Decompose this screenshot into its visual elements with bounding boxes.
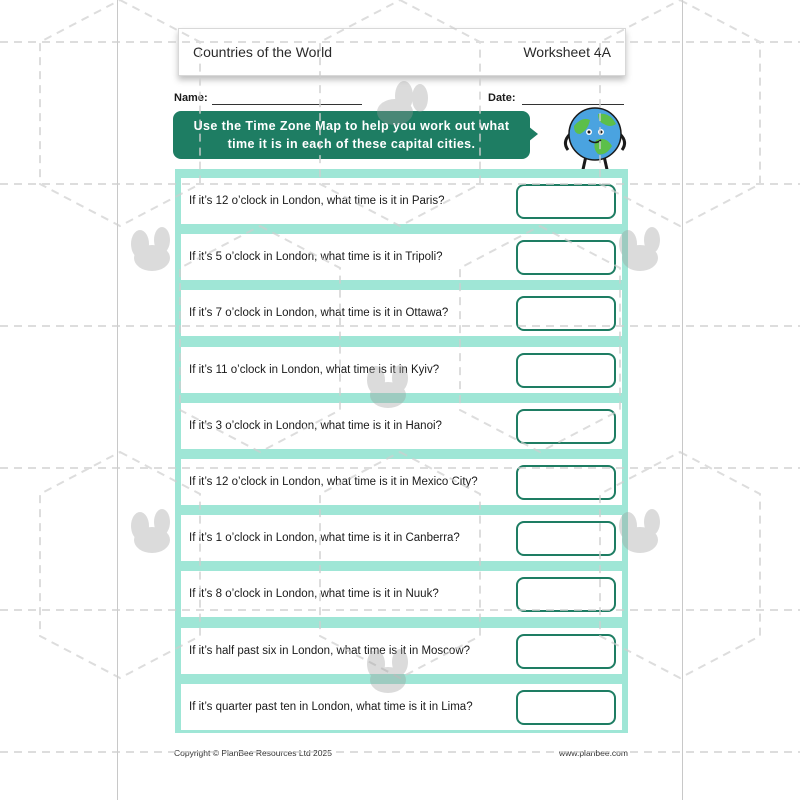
question-row [181,515,622,561]
copyright-text: Copyright © PlanBee Resources Ltd 2025 [174,748,332,758]
answer-box[interactable] [516,465,616,500]
answer-box[interactable] [516,690,616,725]
answer-box[interactable] [516,240,616,275]
answer-box[interactable] [516,409,616,444]
question-row [181,628,622,674]
answer-box[interactable] [516,634,616,669]
question-row [181,178,622,224]
question-text: If it’s 7 o’clock in London, what time is it in Ottawa? [189,307,449,320]
name-field[interactable] [212,104,362,105]
name-label: Name: [174,92,208,104]
question-row [181,403,622,449]
instruction-banner [173,111,530,159]
answer-box[interactable] [516,296,616,331]
question-row [181,571,622,617]
instruction-text: Use the Time Zone Map to help you work out what time it is in each of these capital cities. [193,119,510,151]
question-text: If it’s quarter past ten in London, what time is it in Lima? [189,700,473,713]
question-text: If it’s 1 o’clock in London, what time is it in Canberra? [189,532,460,545]
website-link[interactable]: www.planbee.com [559,748,628,758]
answer-box[interactable] [516,577,616,612]
worksheet-number: Worksheet 4A [523,44,611,60]
question-text: If it’s 11 o’clock in London, what time is it in Kyiv? [189,363,440,376]
question-text: If it’s 12 o’clock in London, what time is it in Mexico City? [189,475,478,488]
question-row [181,347,622,393]
question-row [181,234,622,280]
speech-bubble-tail [528,126,538,142]
question-text: If it’s 5 o’clock in London, what time is it in Tripoli? [189,251,443,264]
answer-box[interactable] [516,184,616,219]
worksheet-header [178,28,626,76]
question-row [181,459,622,505]
question-text: If it’s 8 o’clock in London, what time is it in Nuuk? [189,588,439,601]
question-text: If it’s half past six in London, what time is it in Moscow? [189,644,471,657]
date-label: Date: [488,92,516,104]
question-row [181,684,622,730]
question-text: If it’s 3 o’clock in London, what time is it in Hanoi? [189,419,442,432]
question-row [181,290,622,336]
worksheet-title: Countries of the World [193,44,333,60]
question-list [175,169,628,733]
answer-box[interactable] [516,521,616,556]
question-text: If it’s 12 o’clock in London, what time is it in Paris? [189,195,445,207]
answer-box[interactable] [516,353,616,388]
worksheet-page [117,0,683,800]
